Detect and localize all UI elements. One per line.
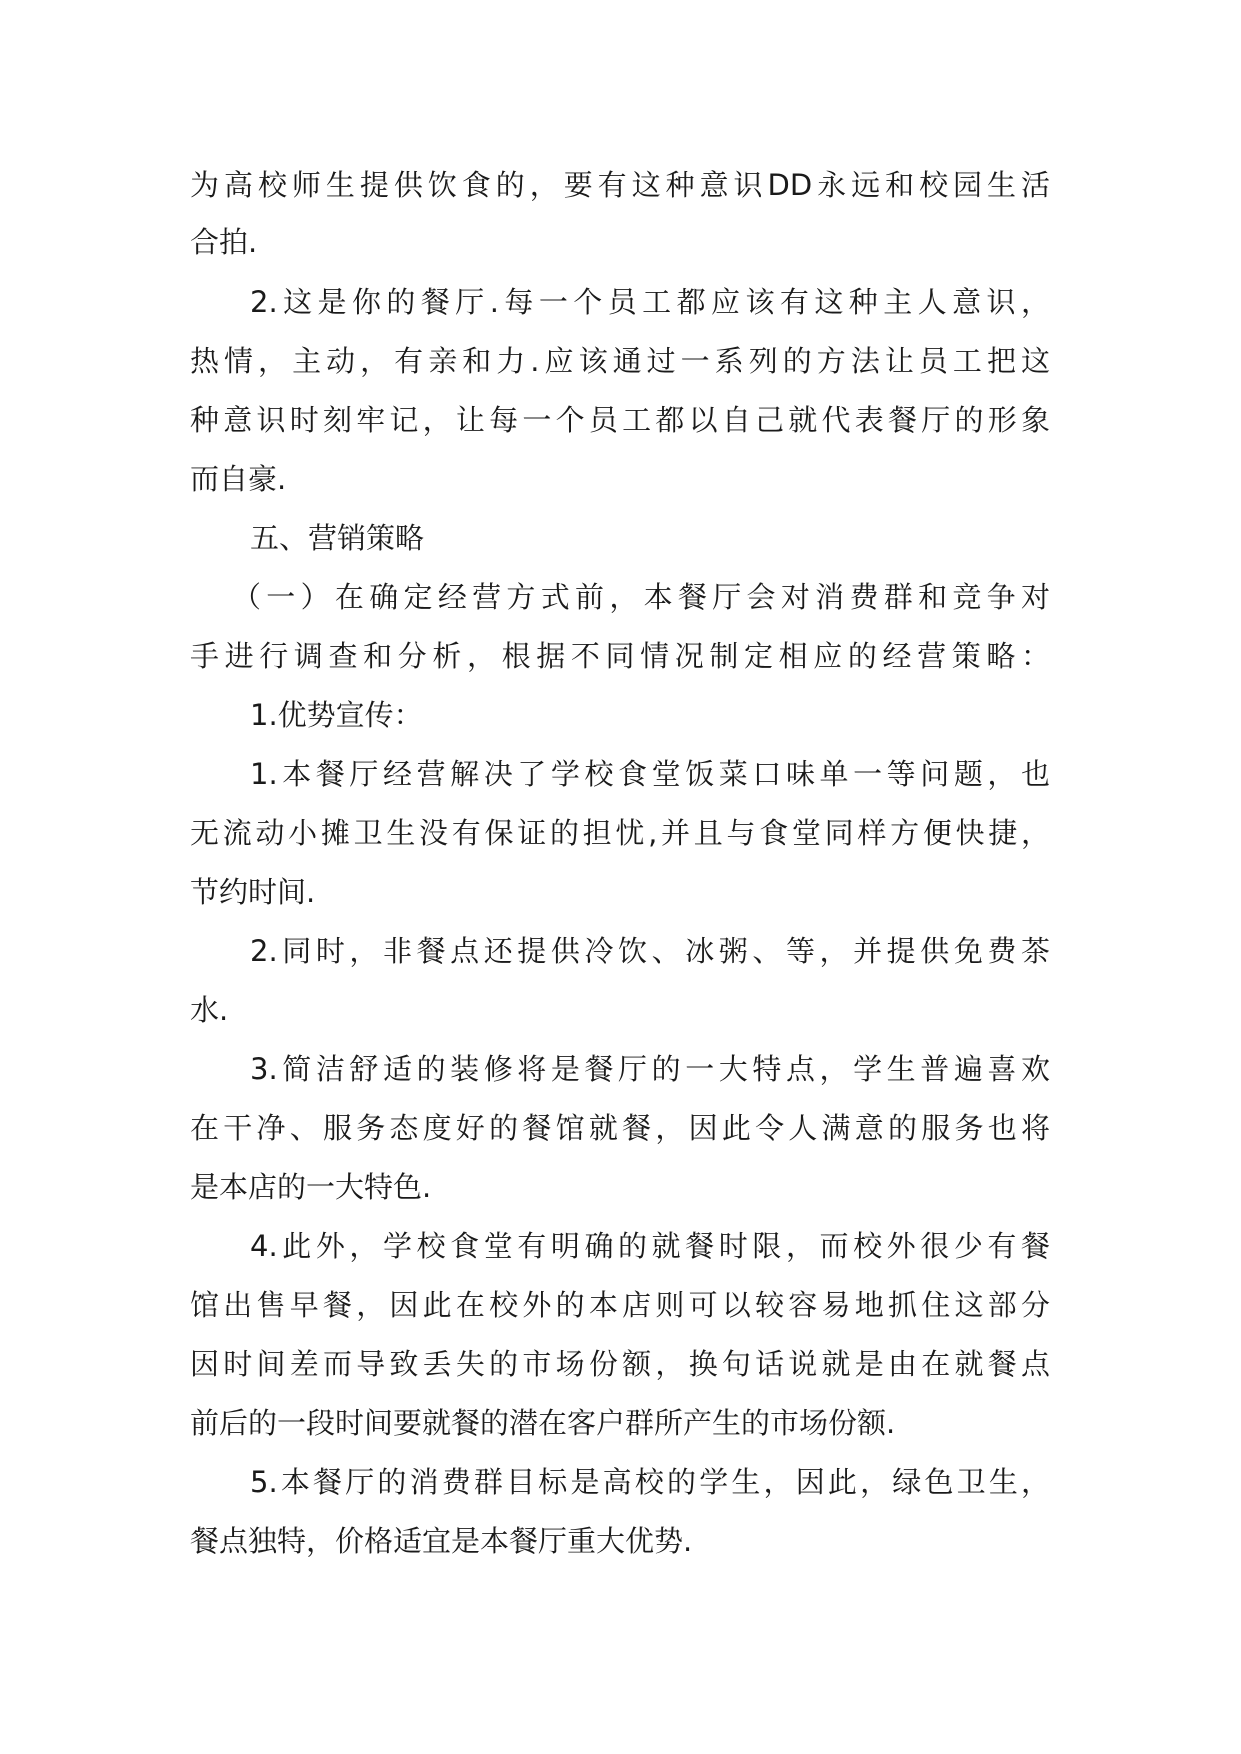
text-line: 种意识时刻牢记，让每一个员工都以自己就代表餐厅的形象 [190,403,1050,437]
text-line: 前后的一段时间要就餐的潜在客户群所产生的市场份额. [190,1406,896,1440]
text-line: 馆出售早餐，因此在校外的本店则可以较容易地抓住这部分 [190,1288,1050,1322]
text-line: 1.优势宣传： [250,698,423,732]
section-heading: 五、营销策略 [250,521,425,555]
text-line: 合拍. [190,225,258,259]
text-line: 手进行调查和分析，根据不同情况制定相应的经营策略： [190,639,1050,673]
text-line: 餐点独特，价格适宜是本餐厅重大优势. [190,1524,693,1558]
text-line: 无流动小摊卫生没有保证的担忧,并且与食堂同样方便快捷， [190,816,1050,850]
text-line: 2.这是你的餐厅.每一个员工都应该有这种主人意识， [250,285,1050,319]
text-line: （一）在确定经营方式前，本餐厅会对消费群和竞争对 [232,580,1050,614]
text-line: 2.同时，非餐点还提供冷饮、冰粥、等，并提供免费茶 [250,934,1050,968]
text-line: 节约时间. [190,875,316,909]
text-line: 5.本餐厅的消费群目标是高校的学生，因此，绿色卫生， [250,1465,1050,1499]
text-line: 而自豪. [190,462,287,496]
text-line: 在干净、服务态度好的餐馆就餐，因此令人满意的服务也将 [190,1111,1050,1145]
text-line: 是本店的一大特色. [190,1170,432,1204]
text-line: 水. [190,993,229,1027]
text-line: 因时间差而导致丢失的市场份额，换句话说就是由在就餐点 [190,1347,1050,1381]
text-line: 1.本餐厅经营解决了学校食堂饭菜口味单一等问题，也 [250,757,1050,791]
text-line: 热情，主动，有亲和力.应该通过一系列的方法让员工把这 [190,344,1050,378]
text-line: 3.简洁舒适的装修将是餐厅的一大特点，学生普遍喜欢 [250,1052,1050,1086]
text-line: 4.此外，学校食堂有明确的就餐时限，而校外很少有餐 [250,1229,1050,1263]
text-line: 为高校师生提供饮食的，要有这种意识DD永远和校园生活 [190,168,1050,202]
